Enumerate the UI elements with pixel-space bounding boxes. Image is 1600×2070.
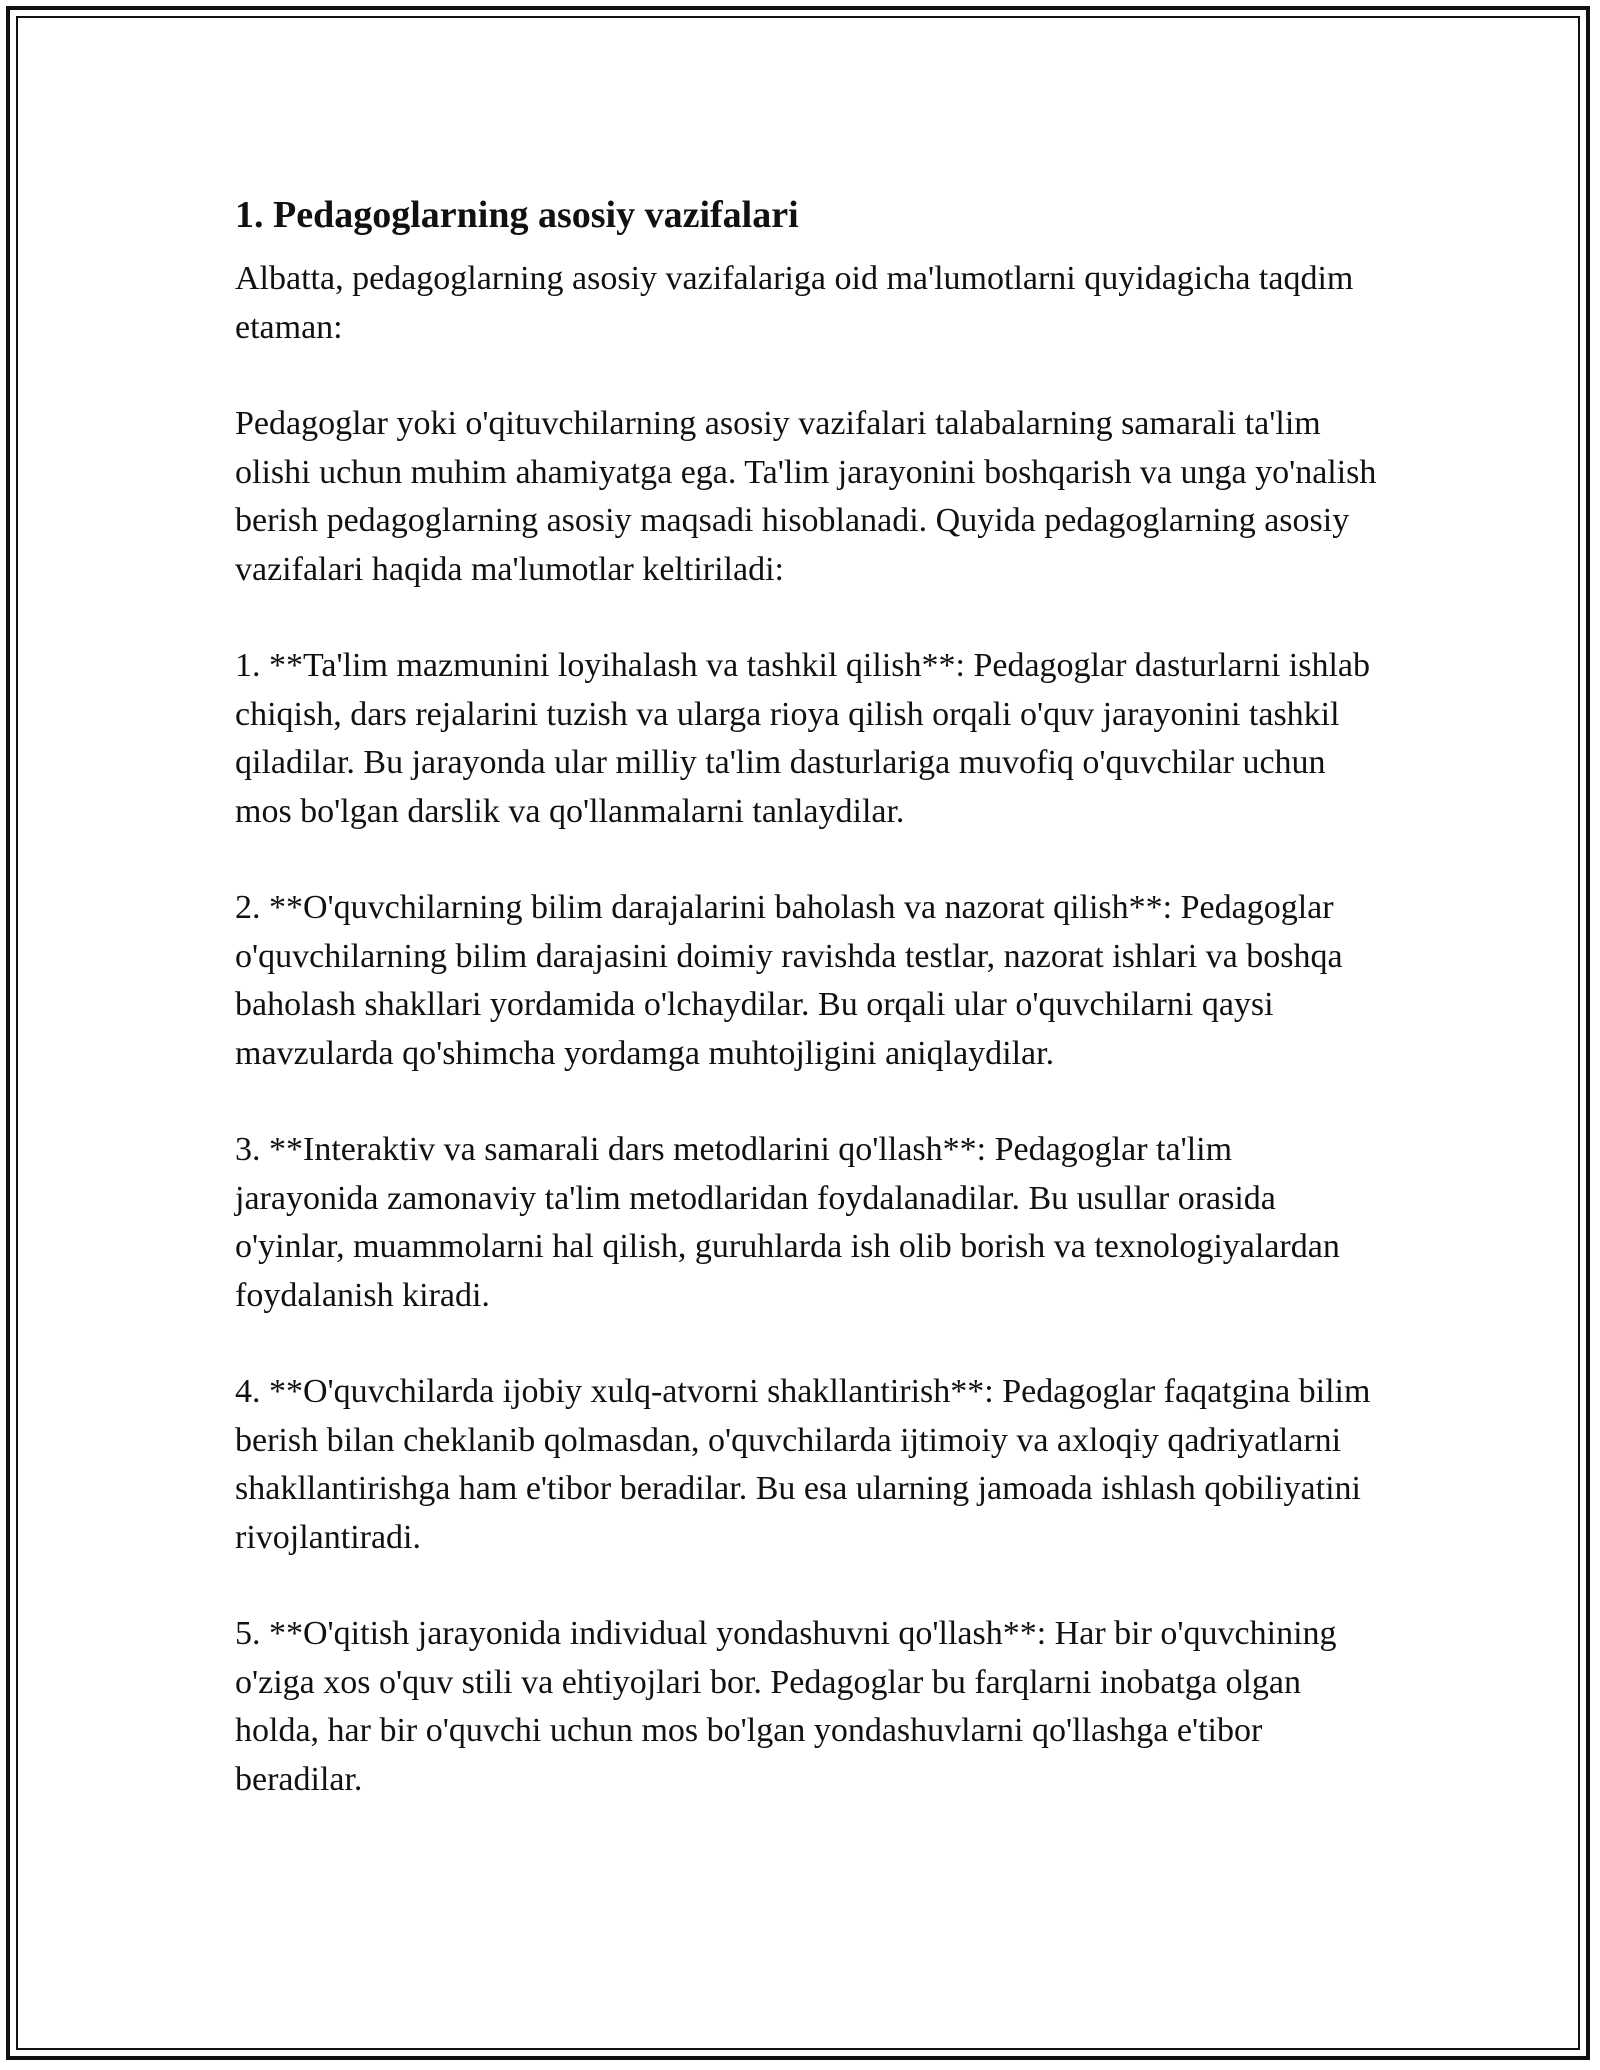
- list-item-3: 3. **Interaktiv va samarali dars metodlarini qo'llash**: Pedagoglar ta'lim jarayonida zamonaviy ta'lim metodlaridan foydalanadilar. Bu usullar orasida o'yinlar, muammolarni hal qilish, guruhlarda ish olib borish va texnologiyalardan foydalanish kiradi.: [235, 1131, 1340, 1314]
- list-item-5: 5. **O'qitish jarayonida individual yondashuvni qo'llash**: Har bir o'quvchining o'ziga xos o'quv stili va ehtiyojlari bor. Pedagoglar bu farqlarni inobatga olgan holda, har bir o'quvchi uchun mos bo'lgan yondashuvlarni qo'llashga e'tibor beradilar.: [235, 1615, 1337, 1798]
- list-item-2: 2. **O'quvchilarning bilim darajalarini baholash va nazorat qilish**: Pedagoglar o'quvchilarning bilim darajasini doimiy ravishda testlar, nazorat ishlari va boshqa baholash shakllari yordamida o'lchaydilar. Bu orqali ular o'quvchilarni qaysi mavzularda qo'shimcha yordamga muhtojligini aniqlaydilar.: [235, 889, 1343, 1072]
- list-item-1: 1. **Ta'lim mazmunini loyihalash va tashkil qilish**: Pedagoglar dasturlarni ishlab chiqish, dars rejalarini tuzish va ularga rioya qilish orqali o'quv jarayonini tashkil qiladilar. Bu jarayonda ular milliy ta'lim dasturlariga muvofiq o'quvchilar uchun mos bo'lgan darslik va qo'llanmalarni tanlaydilar.: [235, 647, 1370, 830]
- list-item-4: 4. **O'quvchilarda ijobiy xulq-atvorni shakllantirish**: Pedagoglar faqatgina bilim berish bilan cheklanib qolmasdan, o'quvchilarda ijtimoiy va axloqiy qadriyatlarni shakllantirishga ham e'tibor beradilar. Bu esa ularning jamoada ishlash qobiliyatini rivojlantiradi.: [235, 1373, 1371, 1556]
- document-body: [235, 185, 1380, 1852]
- intro-paragraph: Albatta, pedagoglarning asosiy vazifalariga oid ma'lumotlarni quyidagicha taqdim etaman:: [235, 260, 1354, 346]
- overview-paragraph: Pedagoglar yoki o'qituvchilarning asosiy vazifalari talabalarning samarali ta'lim olishi uchun muhim ahamiyatga ega. Ta'lim jarayonini boshqarish va unga yo'nalish berish pedagoglarning asosiy maqsadi hisoblanadi. Quyida pedagoglarning asosiy vazifalari haqida ma'lumotlar keltiriladi:: [235, 405, 1377, 588]
- section-heading: 1. Pedagoglarning asosiy vazifalari: [235, 194, 799, 236]
